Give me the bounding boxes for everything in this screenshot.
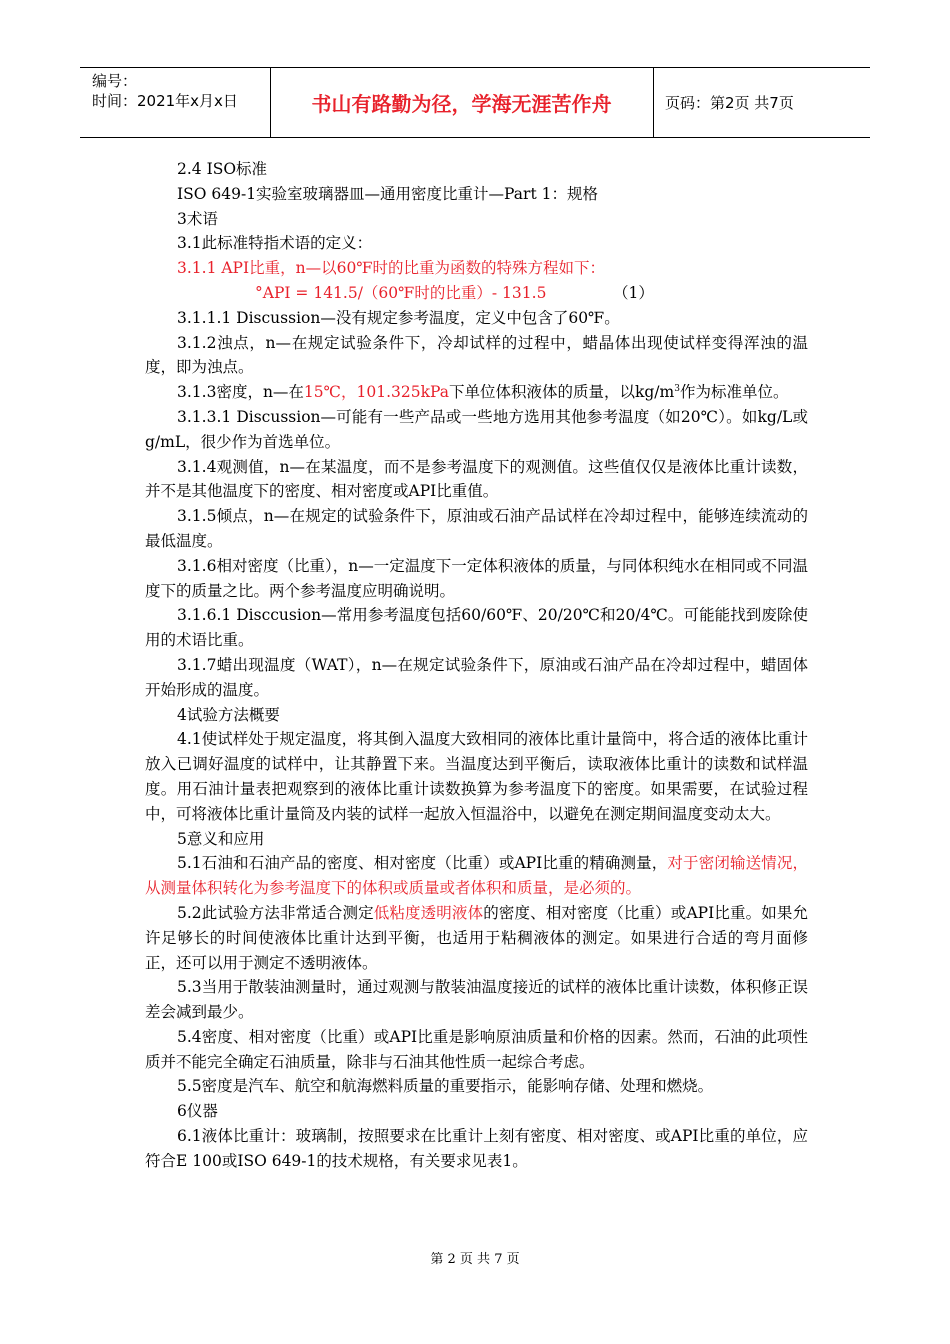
section-heading: 2.4 ISO标准: [177, 160, 268, 178]
section-heading: 3术语: [177, 209, 218, 228]
formula-number: （1）: [613, 283, 654, 302]
paragraph: 3.1此标准特指术语的定义：: [177, 234, 373, 253]
paragraph: 3.1.5倾点，n—在规定的试验条件下，原油或石油产品试样在冷却过程中，能够连续流动的最低温度。: [145, 507, 808, 550]
text-span: 5.2此试验方法非常适合测定: [177, 903, 374, 922]
paragraph: [145, 380, 808, 405]
header-info-cell: [80, 68, 271, 137]
paragraph: 3.1.7蜡出现温度（WAT），n—在规定试验条件下，原油或石油产品在冷却过程中，蜡固体开始形成的温度。: [145, 655, 808, 699]
paragraph: 3.1.1 API比重，n—以60℉时的比重为函数的特殊方程如下：: [177, 259, 606, 278]
text-span: 作为标准单位。: [679, 383, 789, 402]
paragraph: 4.1使试样处于规定温度，将其倒入温度大致相同的液体比重计量筒中，将合适的液体比重计放入已调好温度的试样中，让其静置下来。当温度达到平衡后，读取液体比重计的读数和试样温度。用石油计量表把观察到的液体比重计读数换算为参考温度下的密度。如果需要，在试验过程中，可将液体比重计量筒及内装的试样一起放入恒温浴中，以避免在测定期间温度变动太大。: [145, 730, 808, 823]
paragraph: 5.4密度、相对密度（比重）或API比重是影响原油质量和价格的因素。然而，石油的此项性质并不能完全确定石油质量，除非与石油其他性质一起综合考虑。: [145, 1027, 808, 1071]
page-header: [80, 67, 870, 138]
paragraph: 5.5密度是汽车、航空和航海燃料质量的重要指示，能影响存储、处理和燃烧。: [177, 1077, 714, 1096]
section-heading: 4试验方法概要: [177, 705, 280, 724]
text-span: 5.1石油和石油产品的密度、相对密度（比重）或API比重的精确测量，: [177, 854, 668, 873]
header-motto: 书山有路勤为径，学海无涯苦作舟: [270, 68, 654, 137]
paragraph: 6.1液体比重计：玻璃制，按照要求在比重计上刻有密度、相对密度、或API比重的单位，应符合E 100或ISO 649-1的技术规格，有关要求见表1。: [145, 1127, 808, 1170]
highlight-text: 对于密闭输送情况，从测量体积转化为参考温度下的体积或质量或者体积和质量，是必须的。: [145, 854, 808, 898]
highlight-text: 15℃，101.325kPa: [303, 383, 449, 402]
paragraph: 5.3当用于散装油测量时，通过观测与散装油温度接近的试样的液体比重计读数，体积修正误差会减到最少。: [145, 978, 808, 1022]
paragraph: [145, 901, 808, 975]
paragraph: [145, 851, 808, 901]
paragraph: 3.1.4观测值，n—在某温度，而不是参考温度下的观测值。这些值仅仅是液体比重计读数，并不是其他温度下的密度、相对密度或API比重值。: [145, 457, 808, 501]
paragraph: 3.1.3.1 Discussion—可能有一些产品或一些地方选用其他参考温度（如20℃）。如kg/L或g/mL，很少作为首选单位。: [145, 407, 808, 451]
text-span: 的密度、相对密度（比重）或API比重。如果允许足够长的时间使液体比重计达到平衡，也适用于粘稠液体的测定。如果进行合适的弯月面修正，还可以用于测定不透明液体。: [145, 903, 808, 972]
header-page-number: 页码：第2页 共7页: [665, 94, 794, 112]
text-span: 下单位体积液体的质量，以kg/m: [448, 383, 675, 402]
section-heading: 6仪器: [177, 1102, 218, 1121]
paragraph: ISO 649-1实验室玻璃器皿—通用密度比重计—Part 1：规格: [177, 184, 598, 203]
header-date: 时间：2021年x月x日: [92, 92, 238, 110]
paragraph: 3.1.2浊点，n—在规定试验条件下，冷却试样的过程中，蜡晶体出现使试样变得浑浊的温度，即为浊点。: [145, 333, 808, 377]
page-footer: 第 2 页 共 7 页: [430, 1252, 520, 1267]
paragraph: 3.1.1.1 Discussion—没有规定参考温度，定义中包含了60℉。: [177, 308, 620, 327]
api-formula: °API = 141.5/（60℉时的比重）- 131.5: [255, 283, 547, 302]
paragraph: 3.1.6.1 Disccusion—常用参考温度包括60/60℉、20/20℃和20/4℃。可能能找到废除使用的术语比重。: [145, 606, 808, 650]
section-heading: 5意义和应用: [177, 829, 265, 848]
text-span: 3.1.3密度，n—在: [177, 383, 304, 402]
formula-line: [145, 281, 808, 306]
paragraph: 3.1.6相对密度（比重），n—一定温度下一定体积液体的质量，与同体积纯水在相同或不同温度下的质量之比。两个参考温度应明确说明。: [145, 556, 808, 600]
highlight-text: 低粘度透明液体: [373, 903, 484, 922]
superscript: 3: [674, 384, 680, 395]
header-number: 编号：: [92, 72, 138, 90]
document-body: [145, 157, 808, 1174]
